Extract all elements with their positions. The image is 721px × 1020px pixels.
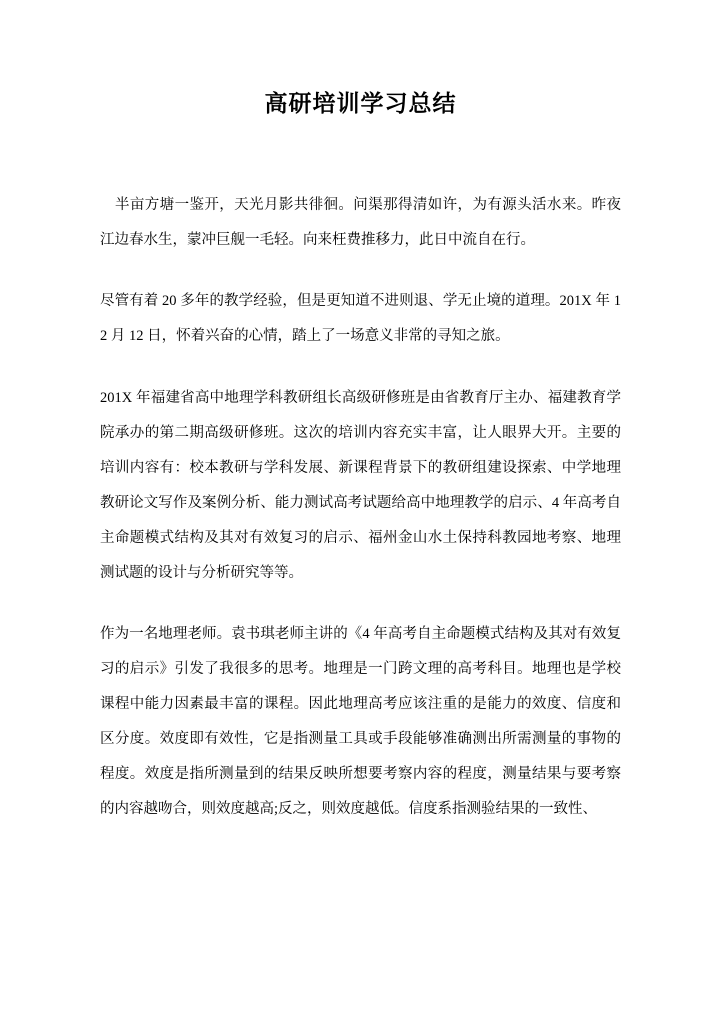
- paragraph: 201X 年福建省高中地理学科教研组长高级研修班是由省教育厅主办、福建教育学院承办的第二期高级研修班。这次的培训内容充实丰富，让人眼界大开。主要的培训内容有：校本教研与学科发展、新课程背景下的教研组建设探索、中学地理教研论文写作及案例分析、能力测试高考试题给高中地理教学的启示、4 年高考自主命题模式结构及其对有效复习的启示、福州金山水土保持科教园地考察、地理测试题的设计与分析研究等等。: [100, 389, 621, 581]
- page-title: 高研培训学习总结: [264, 91, 457, 116]
- document-body: [100, 188, 621, 827]
- paragraph: 尽管有着 20 多年的教学经验，但是更知道不进则退、学无止境的道理。201X 年 12 月 12 日，怀着兴奋的心情，踏上了一场意义非常的寻知之旅。: [100, 293, 621, 345]
- paragraph: 作为一名地理老师。袁书琪老师主讲的《4 年高考自主命题模式结构及其对有效复习的启示》引发了我很多的思考。地理是一门跨文理的高考科目。地理也是学校课程中能力因素最丰富的课程。因此地理高考应该注重的是能力的效度、信度和区分度。效度即有效性，它是指测量工具或手段能够准确测出所需测量的事物的程度。效度是指所测量到的结果反映所想要考察内容的程度，测量结果与要考察的内容越吻合，则效度越高;反之，则效度越低。信度系指测验结果的一致性、: [100, 625, 621, 818]
- paragraph: 半亩方塘一鉴开，天光月影共徘徊。问渠那得清如许，为有源头活水来。昨夜江边春水生，蒙冲巨舰一毛轻。向来枉费推移力，此日中流自在行。: [100, 197, 621, 249]
